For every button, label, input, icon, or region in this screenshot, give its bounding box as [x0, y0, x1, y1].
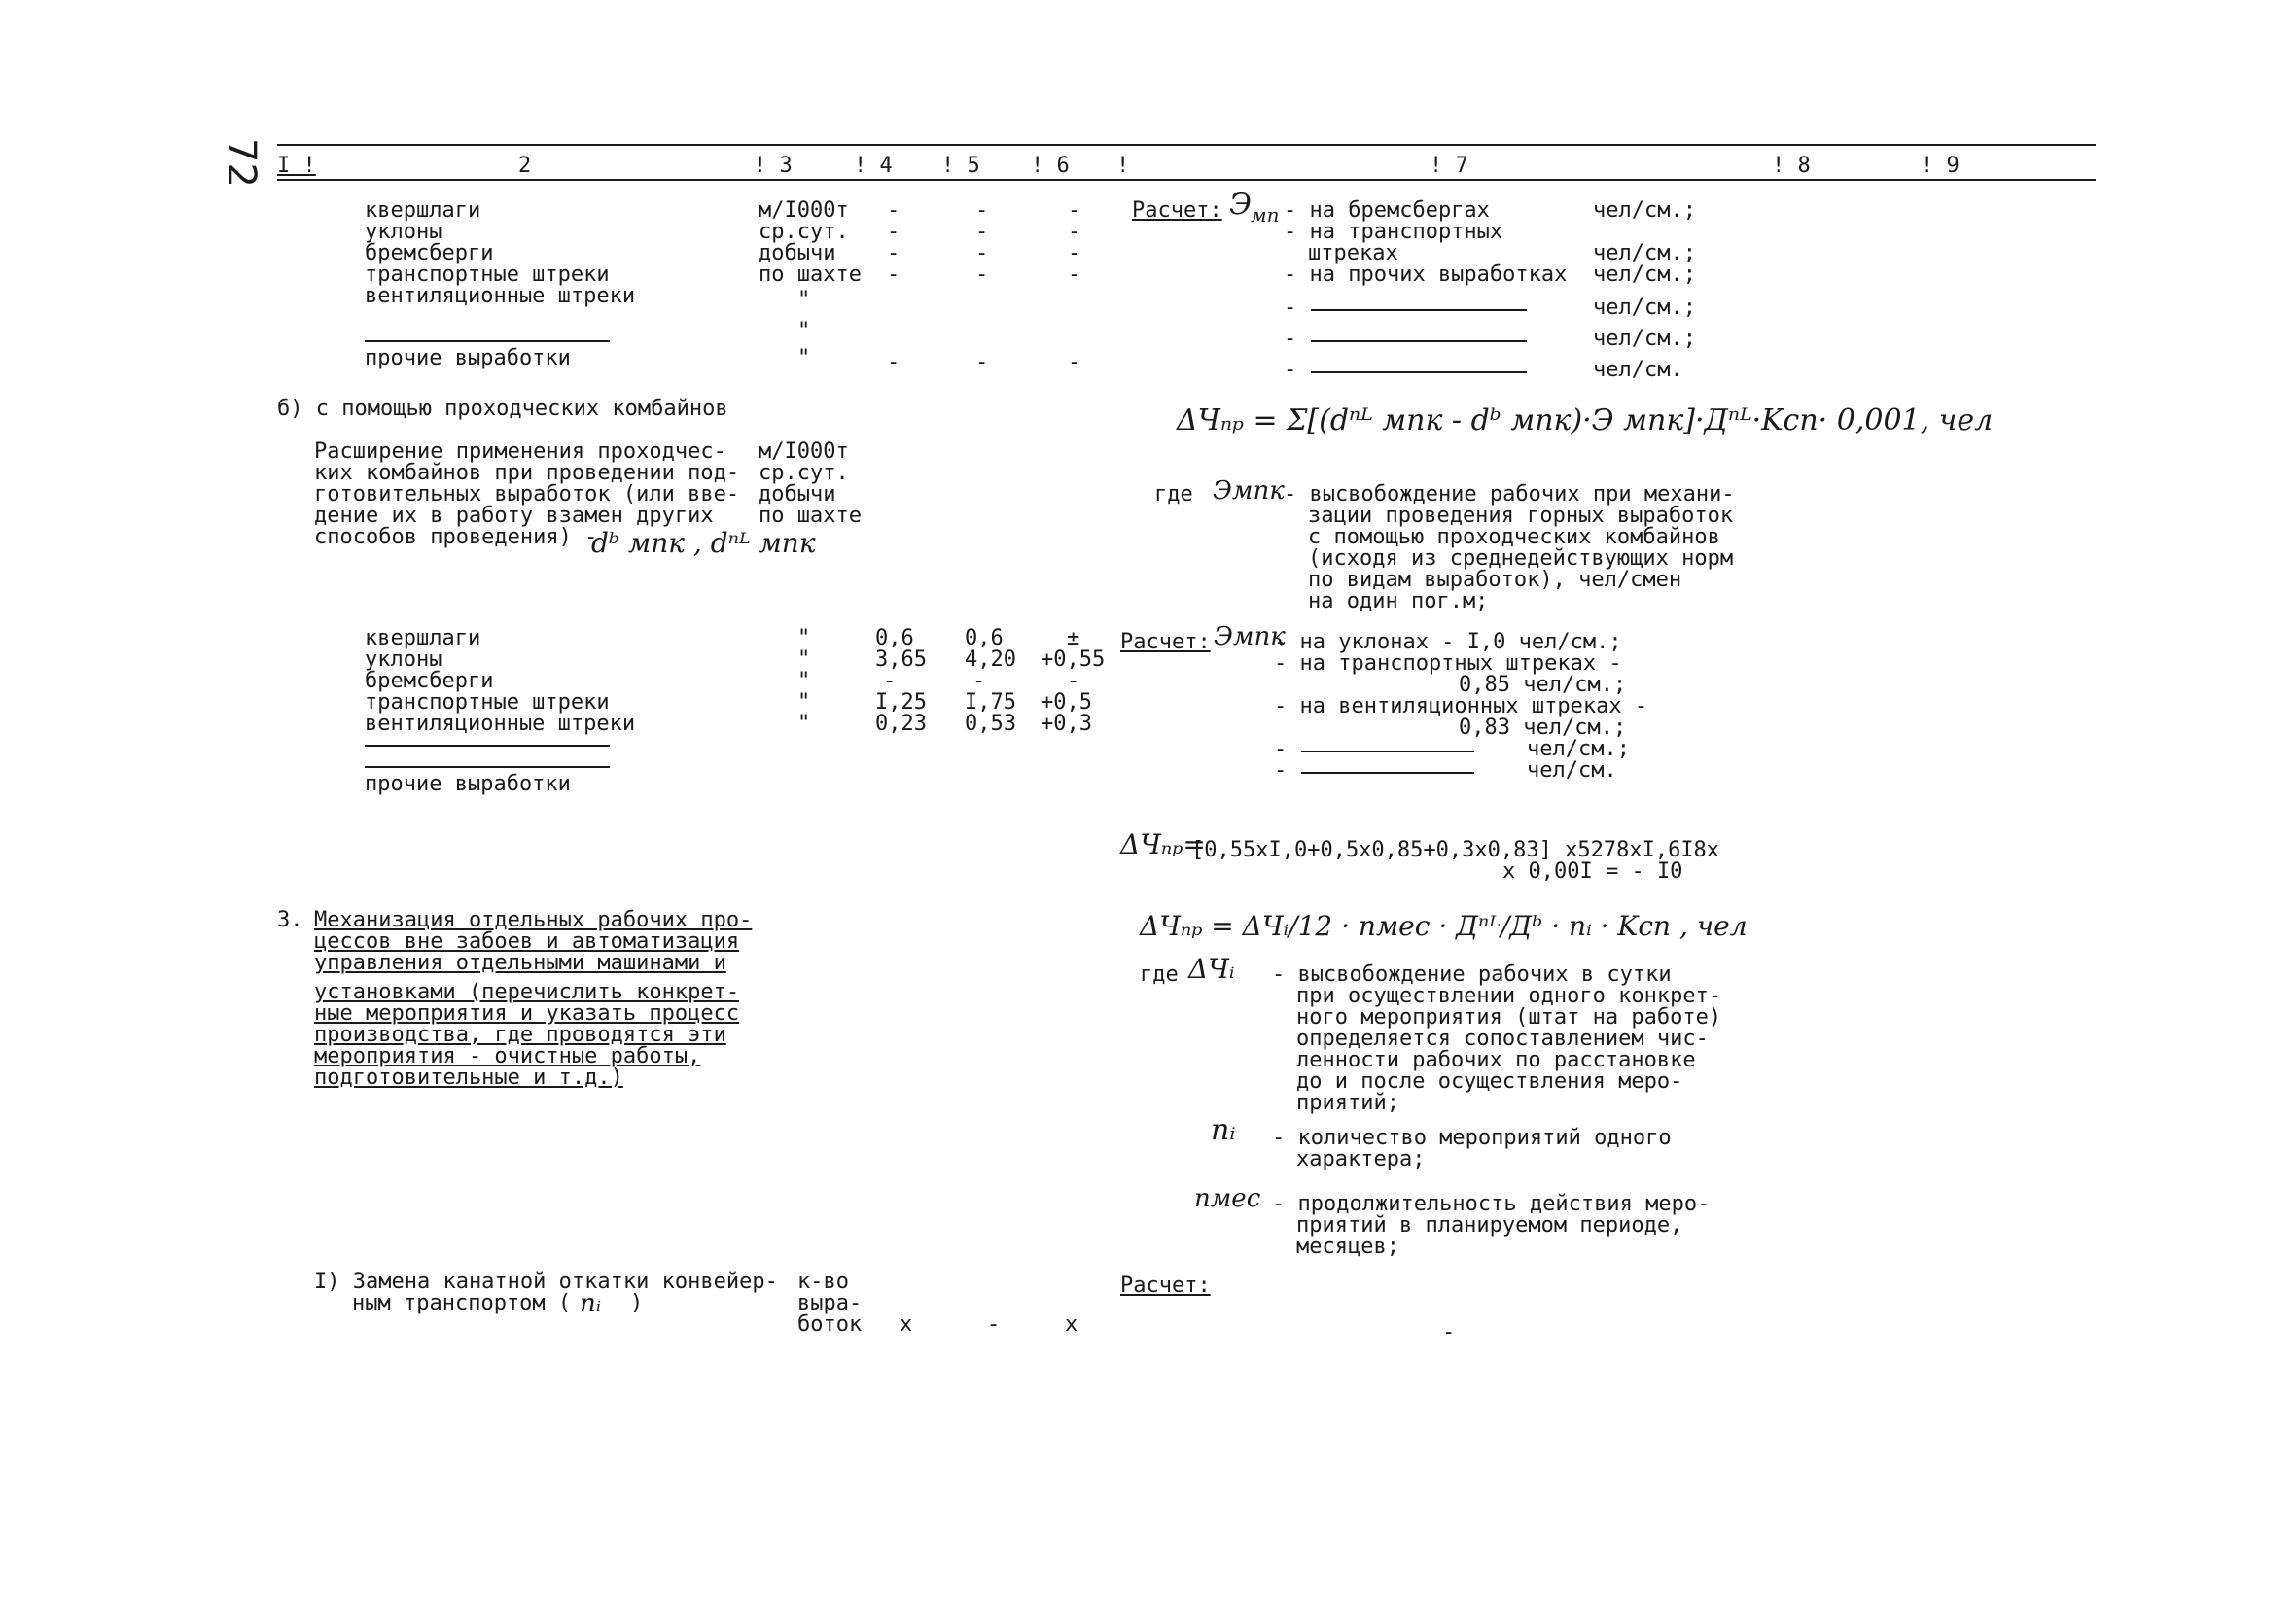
unit-text: добычи	[759, 241, 836, 265]
desc-symbols: dᵇ мпк , dⁿᴸ мпк	[591, 527, 816, 559]
header-top-rule	[277, 144, 2096, 146]
list-item: квершлаги	[365, 626, 481, 650]
section-number: 3.	[277, 908, 303, 932]
where-label: где	[1140, 962, 1179, 987]
formula-b: ΔЧₙₚ = Σ[(dⁿᴸ мпк - dᵇ мпк)·Э мпк]·Дⁿᴸ·Kсп· 0,001, чел	[1177, 403, 1994, 437]
empty-cell: -	[887, 350, 901, 374]
unit-text: м/I000т	[759, 198, 849, 223]
unit-text: выра-	[797, 1291, 863, 1315]
header-col-6: ! 6	[1031, 154, 1070, 178]
list-item: транспортные штреки	[365, 262, 610, 287]
ditto-mark: "	[797, 690, 811, 715]
value-cell: 4,20	[965, 647, 1016, 672]
empty-cell: -	[1068, 220, 1081, 244]
subsection-title: б) с помощью проходческих комбайнов	[277, 397, 728, 421]
header-col-1: I !	[277, 154, 316, 178]
calc-line: -	[1274, 758, 1300, 783]
list-item: прочие выработки	[365, 772, 571, 796]
def-line: приятий в планируемом периоде,	[1296, 1213, 1683, 1238]
desc-line: способов проведения) -	[314, 525, 598, 549]
ditto-mark: "	[797, 319, 811, 343]
def-line: ного мероприятия (штат на работе)	[1296, 1005, 1722, 1030]
calc-line: -	[1284, 358, 1310, 382]
header-col-4: ! 4	[854, 154, 893, 178]
value-cell: 0,6	[965, 626, 1004, 650]
def-symbol: nмес	[1194, 1184, 1261, 1213]
list-item: вентиляционные штреки	[365, 284, 636, 308]
blank-line	[1311, 340, 1527, 342]
where-line: - высвобождение рабочих при механи-	[1284, 482, 1735, 507]
unit-text: чел/см.;	[1593, 296, 1696, 320]
def-line: ленности рабочих по расстановке	[1296, 1048, 1696, 1072]
unit-text: чел/см.;	[1593, 262, 1696, 287]
unit-text: чел/см.	[1593, 358, 1683, 382]
calc-line: -	[1274, 737, 1300, 761]
unit-text: к-во	[797, 1270, 849, 1294]
unit-text: ср.сут.	[759, 461, 849, 485]
section-title-line: управления отдельными машинами и	[314, 951, 726, 975]
unit-text: чел/см.;	[1593, 241, 1696, 265]
value-cell: -	[883, 669, 897, 693]
unit-text: добычи	[759, 482, 836, 507]
unit-text: чел/см.;	[1593, 198, 1696, 223]
value-cell: +0,5	[1041, 690, 1092, 715]
calc-line: - на уклонах - I,0 чел/см.;	[1274, 630, 1622, 654]
ditto-mark: "	[797, 288, 811, 312]
desc-line: готовительных выработок (или вве-	[314, 482, 740, 507]
calc-line: 0,83 чел/см.;	[1459, 716, 1627, 740]
unit-text: ср.сут.	[759, 220, 849, 244]
result-line: [0,55xI,0+0,5x0,85+0,3x0,83] x5278xI,6I8x	[1191, 838, 1720, 862]
empty-cell: -	[1068, 262, 1081, 287]
unit-text: м/I000т	[759, 439, 849, 464]
result-lhs: ΔЧₙₚ=	[1120, 828, 1206, 860]
header-col-9: ! 9	[1921, 154, 1960, 178]
value-cell: 0,53	[965, 712, 1016, 736]
section-title-line: производства, где проводятся эти	[314, 1023, 726, 1047]
where-line: зации проведения горных выработок	[1308, 504, 1734, 528]
empty-cell: -	[975, 241, 989, 265]
blank-line	[1301, 751, 1474, 752]
value-cell: -	[987, 1312, 1001, 1337]
blank-line	[365, 745, 610, 747]
empty-cell: -	[887, 198, 901, 223]
value-cell: +0,55	[1041, 647, 1106, 672]
item-symbol: nᵢ	[580, 1289, 601, 1318]
section-title-line: ные мероприятия и указать процесс	[314, 1001, 740, 1026]
formula-3: ΔЧₙₚ = ΔЧᵢ/12 · nмес · Дⁿᴸ/Дᵇ · nᵢ · Kсп , чел	[1140, 910, 1748, 942]
symbol-e-sub: мп	[1251, 203, 1280, 227]
blank-line	[1311, 371, 1527, 373]
unit-text: чел/см.;	[1527, 737, 1630, 761]
calc-symbol: Эмпк	[1214, 622, 1286, 651]
value-cell: +0,3	[1041, 712, 1092, 736]
header-bottom-rule	[277, 179, 2096, 181]
symbol-e: Э	[1229, 188, 1252, 222]
blank-line	[365, 340, 610, 342]
empty-cell: -	[1068, 350, 1081, 374]
list-item: прочие выработки	[365, 346, 571, 370]
header-col-7: ! 7	[1430, 154, 1468, 178]
value-cell: -	[1442, 1320, 1456, 1345]
section-title-line: мероприятия - очистные работы,	[314, 1044, 701, 1068]
empty-cell: -	[887, 262, 901, 287]
def-line: определяется сопоставлением чис-	[1296, 1027, 1709, 1051]
where-line: с помощью проходческих комбайнов	[1308, 525, 1720, 549]
header-col-3: ! 3	[754, 154, 793, 178]
section-title-line: Механизация отдельных рабочих про-	[314, 908, 753, 932]
calc-label: Расчет:	[1120, 1274, 1211, 1298]
calc-line: -	[1284, 296, 1310, 320]
where-line: на один пог.м;	[1308, 589, 1489, 613]
item-line: ным транспортом (	[352, 1291, 572, 1315]
blank-line	[1301, 772, 1474, 774]
empty-cell: -	[1068, 198, 1081, 223]
list-item: вентиляционные штреки	[365, 712, 636, 736]
calc-line: 0,85 чел/см.;	[1459, 673, 1627, 697]
calc-line: - на бремсбергах	[1284, 198, 1490, 223]
empty-cell: -	[975, 198, 989, 223]
def-line: до и после осуществления меро-	[1296, 1069, 1683, 1094]
list-item: транспортные штреки	[365, 690, 610, 715]
empty-cell: -	[1068, 241, 1081, 265]
empty-cell: -	[975, 220, 989, 244]
value-cell: 3,65	[875, 647, 927, 672]
result-line: x 0,00I = - I0	[1502, 859, 1683, 884]
def-symbol: ΔЧᵢ	[1188, 953, 1235, 985]
value-cell: x	[900, 1312, 913, 1337]
def-symbol: nᵢ	[1211, 1113, 1236, 1147]
def-line: - продолжительность действия меро-	[1272, 1192, 1711, 1216]
page-number: 72	[219, 138, 264, 188]
list-item: уклоны	[365, 647, 442, 672]
list-item: бремсберги	[365, 669, 494, 693]
where-label: где	[1154, 482, 1193, 507]
value-cell: -	[972, 669, 986, 693]
empty-cell: -	[975, 262, 989, 287]
ditto-mark: "	[797, 346, 811, 370]
desc-line: Расширение применения проходчес-	[314, 439, 726, 464]
header-col-5: ! 5	[941, 154, 980, 178]
header-col-7-sep: !	[1116, 154, 1130, 178]
unit-text: по шахте	[759, 262, 862, 287]
ditto-mark: "	[797, 712, 811, 736]
unit-text: чел/см.	[1527, 758, 1617, 783]
blank-line	[365, 766, 610, 768]
where-symbol: Эмпк	[1213, 476, 1285, 506]
calc-label: Расчет:	[1120, 630, 1211, 654]
ditto-mark: "	[797, 669, 811, 693]
section-title-line: установками (перечислить конкрет-	[314, 980, 740, 1004]
list-item: уклоны	[365, 220, 442, 244]
def-line: - количество мероприятий одного	[1272, 1126, 1672, 1150]
section-title-line: цессов вне забоев и автоматизация	[314, 929, 740, 954]
calc-line: - на транспортных	[1284, 220, 1503, 244]
ditto-mark: "	[797, 647, 811, 672]
value-cell: 0,6	[875, 626, 914, 650]
calc-line: -	[1284, 327, 1310, 351]
calc-line: - на вентиляционных штреках -	[1274, 694, 1648, 718]
calc-line: - на транспортных штреках -	[1274, 651, 1622, 676]
section-title-line: подготовительные и т.д.)	[314, 1066, 623, 1090]
value-cell: -	[1067, 669, 1080, 693]
desc-line: дение их в работу взамен других	[314, 504, 714, 528]
desc-line: ких комбайнов при проведении под-	[314, 461, 740, 485]
list-item: бремсберги	[365, 241, 494, 265]
empty-cell: -	[887, 241, 901, 265]
ditto-mark: "	[797, 626, 811, 650]
empty-cell: -	[975, 350, 989, 374]
def-line: - высвобождение рабочих в сутки	[1272, 962, 1672, 987]
def-line: при осуществлении одного конкрет-	[1296, 984, 1722, 1008]
def-line: характера;	[1296, 1147, 1426, 1171]
item-close-paren: )	[630, 1291, 644, 1315]
calc-line: - на прочих выработках	[1284, 262, 1568, 287]
unit-text: боток	[797, 1312, 863, 1337]
header-col-2: 2	[518, 154, 532, 178]
value-cell: x	[1065, 1312, 1078, 1337]
value-cell: I,25	[875, 690, 927, 715]
where-line: (исходя из среднедействующих норм	[1308, 546, 1734, 571]
def-line: приятий;	[1296, 1091, 1399, 1115]
list-item: квершлаги	[365, 198, 481, 223]
value-cell: I,75	[965, 690, 1016, 715]
calc-label: Расчет:	[1132, 198, 1222, 223]
value-cell: ±	[1067, 626, 1080, 650]
calc-line: штреках	[1308, 241, 1398, 265]
item-line: I) Замена канатной откатки конвейер-	[314, 1270, 778, 1294]
header-col-8: ! 8	[1772, 154, 1811, 178]
def-line: месяцев;	[1296, 1235, 1399, 1259]
unit-text: по шахте	[759, 504, 862, 528]
blank-line	[1311, 309, 1527, 311]
where-line: по видам выработок), чел/смен	[1308, 568, 1682, 592]
unit-text: чел/см.;	[1593, 327, 1696, 351]
empty-cell: -	[887, 220, 901, 244]
value-cell: 0,23	[875, 712, 927, 736]
